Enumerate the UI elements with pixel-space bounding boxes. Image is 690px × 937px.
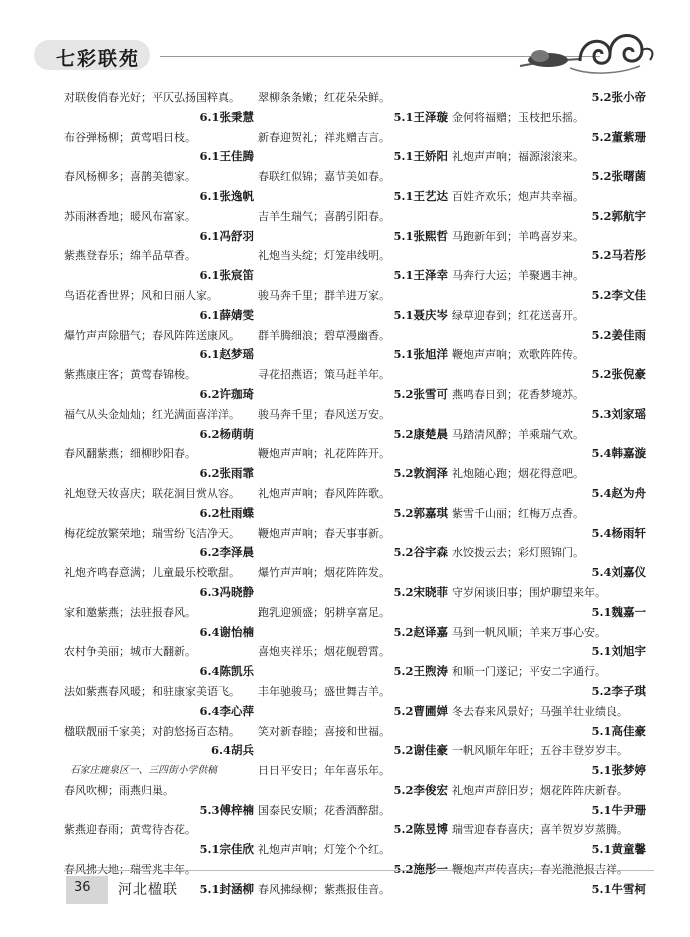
author-credit: 6.1张逸帆 (199, 188, 254, 203)
couplet-line: 春风拂大地；瑞雪兆丰年。 (64, 863, 196, 877)
couplet-line: 瑞雪迎春春喜庆；喜羊贺岁岁蒸腾。 (452, 823, 628, 837)
couplet-line: 鞭炮声声响；春天事事新。 (258, 526, 390, 540)
couplet-line: 苏雨淋香地；暖风布富家。 (64, 209, 196, 223)
author-credit: 6.1赵梦瑶 (199, 347, 254, 362)
author-credit: 5.2敦润泽 (393, 466, 448, 481)
couplet-line: 新春迎贺礼；祥兆赠吉言。 (258, 130, 390, 144)
couplet-line: 水饺拨云去；彩灯照锦门。 (452, 546, 584, 560)
couplet-line: 紫燕康庄客；黄莺春锦梭。 (64, 368, 196, 382)
section-title: 七彩联苑 (56, 48, 141, 70)
author-credit: 5.1张旭洋 (393, 347, 448, 362)
author-credit: 6.1薛婧雯 (199, 307, 254, 322)
couplet-line: 爆竹声声除腊气；春风阵阵送康风。 (64, 328, 240, 342)
author-credit: 5.2郭航宇 (591, 208, 646, 223)
couplet-line: 绿草迎春到；红花送喜开。 (452, 308, 584, 322)
author-credit: 5.1刘旭宇 (591, 644, 646, 659)
couplet-line: 鞭炮声声响；礼花阵阵开。 (258, 447, 390, 461)
column-2 (258, 88, 454, 900)
couplet-line: 福气从头金灿灿；红光满面喜洋洋。 (64, 407, 240, 421)
couplet-line: 笑对新春睦；喜接和世福。 (258, 724, 390, 738)
author-credit: 6.1张宸笛 (199, 268, 254, 283)
author-credit: 6.2许珈琦 (199, 386, 254, 401)
author-credit: 6.2杜雨蝶 (199, 505, 254, 520)
couplet-line: 紫燕登春乐；绵羊品草香。 (64, 249, 196, 263)
author-credit: 5.2马若彤 (591, 248, 646, 263)
author-credit: 5.2李文佳 (591, 287, 646, 302)
author-credit: 5.3刘家瑶 (591, 406, 646, 421)
couplet-line: 金何将福赠；玉枝把乐摇。 (452, 110, 584, 124)
couplet-line: 马到一帆风顺；羊来万事心安。 (452, 625, 606, 639)
author-credit: 5.1王娇阳 (393, 149, 448, 164)
author-credit: 5.2张倪豪 (591, 367, 646, 382)
couplet-line: 跑乳迎颁盛；躬耕享富足。 (258, 605, 390, 619)
author-credit: 5.2姜佳雨 (591, 327, 646, 342)
author-credit: 5.1王泽幸 (393, 268, 448, 283)
couplet-line: 爆竹声声响；烟花阵阵发。 (258, 566, 390, 580)
couplet-line: 马踏清风醉；羊乘瑞气欢。 (452, 427, 584, 441)
author-credit: 5.4韩嘉漩 (591, 446, 646, 461)
couplet-line: 吉羊生瑞气；喜鹊引阳春。 (258, 209, 390, 223)
author-credit: 5.2曹圃婵 (393, 703, 448, 718)
couplet-line: 礼炮当头绽；灯笼串线明。 (258, 249, 390, 263)
author-credit: 5.2张雪可 (393, 386, 448, 401)
author-credit: 6.4李心萍 (199, 703, 254, 718)
couplet-line: 马奔行大运；羊聚遇丰神。 (452, 269, 584, 283)
author-credit: 5.3傅梓楠 (199, 802, 254, 817)
author-credit: 5.1聂庆岑 (393, 307, 448, 322)
author-credit: 5.4杨雨轩 (591, 525, 646, 540)
author-credit: 5.2宋晓菲 (393, 584, 448, 599)
cloud-scroll-ornament-icon (510, 16, 660, 86)
author-credit: 5.2董紫珊 (591, 129, 646, 144)
page-footer (0, 870, 690, 910)
couplet-line: 国泰民安顺；花香酒醉甜。 (258, 803, 390, 817)
couplet-line: 礼炮声声辞旧岁；烟花阵阵庆新春。 (452, 783, 628, 797)
couplet-line: 骏马奔千里；春风送万安。 (258, 407, 390, 421)
couplet-line: 寻花招燕语；策马赶羊年。 (258, 368, 390, 382)
author-credit: 6.2张雨霏 (199, 466, 254, 481)
couplet-line: 对联俊俏春光好；平仄弘扬国粹真。 (64, 91, 240, 104)
author-credit: 6.1张秉慧 (199, 109, 254, 124)
author-credit: 6.2杨萌萌 (199, 426, 254, 441)
author-credit: 5.2王煦涛 (393, 664, 448, 679)
couplet-line: 和顺一门遂记；平安二字通行。 (452, 665, 606, 679)
couplet-line: 农村争美丽；城市大翻新。 (64, 645, 196, 659)
couplet-line: 紫燕迎春雨；黄莺待杏花。 (64, 823, 196, 837)
couplet-line: 群羊腾细浪；碧草漫幽香。 (258, 328, 390, 342)
author-credit: 5.1张梦婷 (591, 763, 646, 778)
author-credit: 5.2李俊宏 (393, 782, 448, 797)
couplet-line: 梅花绽放繁荣地；瑞雪纷飞洁净天。 (64, 526, 240, 540)
author-credit: 6.3冯晓静 (199, 584, 254, 599)
couplet-line: 楹联靓丽千家美；对韵悠扬百态精。 (64, 724, 240, 738)
couplet-line: 春风杨柳多；喜鹊美德家。 (64, 170, 196, 184)
author-credit: 5.1牛雪柯 (591, 881, 646, 896)
couplet-line: 法如紫燕春风暖；和驻康家美语飞。 (64, 684, 240, 698)
couplet-line: 骏马奔千里；群羊进万家。 (258, 288, 390, 302)
couplet-line: 紫雪千山丽；红梅万点香。 (452, 506, 584, 520)
author-credit: 5.1黄童馨 (591, 842, 646, 857)
column-3 (452, 88, 652, 900)
author-credit: 5.2施彤一 (393, 862, 448, 877)
couplet-line: 布谷弹杨柳；黄莺唱日枝。 (64, 130, 196, 144)
author-credit: 5.1高佳豪 (591, 723, 646, 738)
author-credit: 5.1封涵柳 (199, 881, 254, 896)
couplet-line: 鞭炮声声传喜庆；春光滟滟报吉祥。 (452, 863, 628, 877)
source-note: 石家庄鹿泉区一、三四街小学供稿 (70, 765, 217, 777)
author-credit: 5.1牛尹珊 (591, 802, 646, 817)
author-credit: 5.1魏嘉一 (591, 604, 646, 619)
author-credit: 5.1张熙哲 (393, 228, 448, 243)
footer-rule (64, 870, 654, 871)
author-credit: 5.2康楚晨 (393, 426, 448, 441)
couplet-line: 礼炮登天妆喜庆；联花洞目赏从容。 (64, 486, 240, 500)
couplet-line: 丰年驰骏马；盛世舞吉羊。 (258, 684, 390, 698)
couplet-line: 燕鸣春日到；花香梦境苏。 (452, 387, 584, 401)
couplet-line: 春风拂绿柳；紫燕报佳音。 (258, 882, 390, 896)
couplet-line: 礼炮声声响；春风阵阵歌。 (258, 486, 390, 500)
couplet-line: 百姓齐欢乐；炮声共幸福。 (452, 189, 584, 203)
page-number: 36 (74, 880, 91, 895)
author-credit: 5.1宗佳欣 (199, 842, 254, 857)
couplet-line: 鞭炮声声响；欢歌阵阵传。 (452, 348, 584, 362)
author-credit: 5.1王泽璇 (393, 109, 448, 124)
couplet-line: 礼炮随心跑；烟花得意吧。 (452, 467, 584, 481)
author-credit: 6.1王佳腾 (199, 149, 254, 164)
author-credit: 6.4胡兵 (210, 743, 254, 758)
author-credit: 6.2李泽晨 (199, 545, 254, 560)
author-credit: 5.4赵为舟 (591, 485, 646, 500)
couplet-line: 日日平安日；年年喜乐年。 (258, 764, 390, 778)
author-credit: 5.2谷宇森 (393, 545, 448, 560)
couplet-line: 马跑新年到；羊鸣喜岁来。 (452, 229, 584, 243)
couplet-line: 春风吹柳；雨燕归巢。 (64, 783, 174, 797)
publication-name: 河北楹联 (118, 882, 178, 898)
author-credit: 5.2谢佳豪 (393, 743, 448, 758)
column-1 (64, 88, 260, 900)
author-credit: 5.4刘嘉仪 (591, 565, 646, 580)
author-credit: 5.2张小帝 (591, 90, 646, 104)
couplet-line: 翠柳条条嫩；红花朵朵鲜。 (258, 91, 390, 104)
couplet-line: 一帆风顺年年旺；五谷丰登岁岁丰。 (452, 744, 628, 758)
couplet-line: 鸟语花香世界；风和日丽人家。 (64, 288, 218, 302)
author-credit: 6.4谢怡楠 (199, 624, 254, 639)
author-credit: 5.1王艺达 (393, 188, 448, 203)
author-credit: 6.4陈凯乐 (199, 664, 254, 679)
author-credit: 5.2郭嘉琪 (393, 505, 448, 520)
couplet-line: 礼炮声声响；福源滚滚来。 (452, 150, 584, 164)
couplet-line: 守岁闲谈旧事；围炉聊望来年。 (452, 585, 606, 599)
author-credit: 5.2赵译嘉 (393, 624, 448, 639)
couplet-line: 礼炮齐鸣春意满；儿童最乐校歌甜。 (64, 566, 240, 580)
author-credit: 5.2李子琪 (591, 683, 646, 698)
author-credit: 6.1冯舒羽 (199, 228, 254, 243)
couplet-line: 礼炮声声响；灯笼个个红。 (258, 843, 390, 857)
couplet-line: 春联红似锦；嘉节美如春。 (258, 170, 390, 184)
page-header (0, 0, 690, 90)
couplet-line: 家和邀紫燕；法驻报春风。 (64, 605, 196, 619)
couplet-line: 喜炮夹祥乐；烟花舰碧霄。 (258, 645, 390, 659)
couplet-line: 春风翻紫燕；细柳眇阳春。 (64, 447, 196, 461)
couplet-line: 冬去春来风景好；马强羊壮业绩良。 (452, 704, 628, 718)
author-credit: 5.2张曙菌 (591, 169, 646, 184)
author-credit: 5.2陈昱博 (393, 822, 448, 837)
